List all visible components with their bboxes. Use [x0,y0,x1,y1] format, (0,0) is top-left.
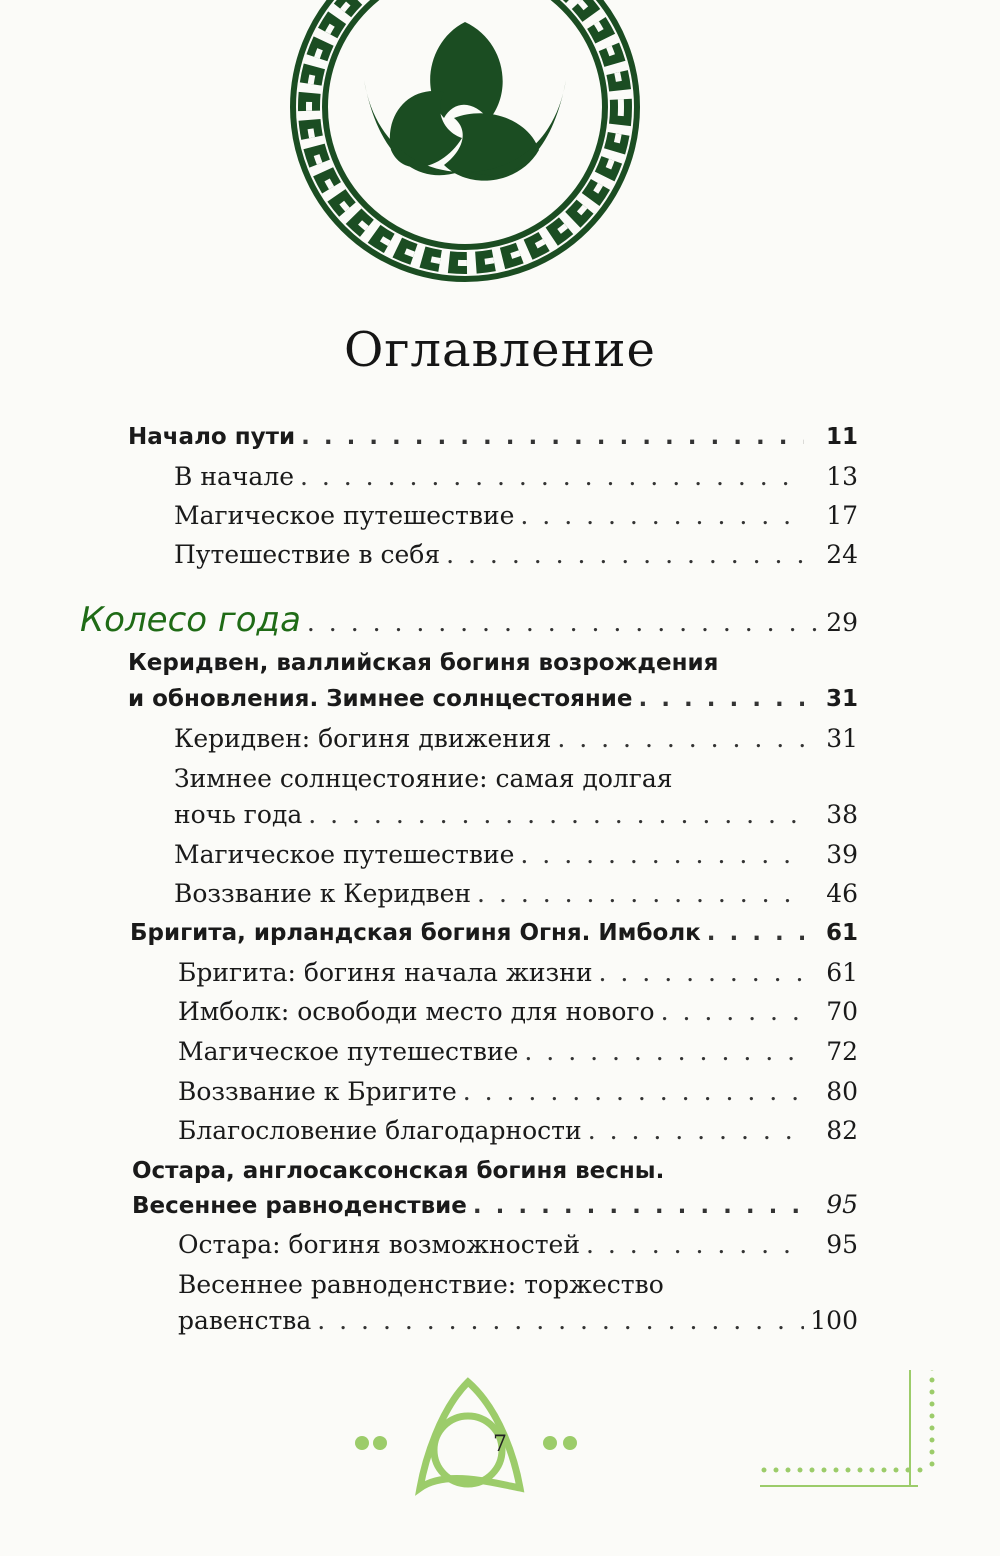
dot-leader [586,1230,804,1260]
toc-entry[interactable]: Бригита, ирландская богиня Огня. Имболк . . . 61 [130,918,858,948]
toc-entry[interactable]: Магическое путешествие . . . 17 [174,501,858,531]
dot-leader [588,1116,804,1146]
dot-leader [599,958,804,988]
toc-entry[interactable]: Весеннее равноденствие . . . 95 [132,1190,858,1221]
dot-leader [308,800,804,830]
toc-section-heading[interactable]: Колесо года . . . 29 [80,600,858,640]
dot-leader [477,879,804,909]
dot-leader [307,608,820,637]
dot-leader [317,1306,804,1336]
toc-entry-line: Керидвен, валлийская богиня возрождения [128,650,719,676]
toc-entry[interactable]: ночь года . . . 38 [174,800,858,830]
page-number: 7 [493,1432,507,1457]
dot-leader [473,1191,804,1221]
toc-entry[interactable]: Магическое путешествие . . . 72 [178,1037,858,1067]
dot-leader [707,918,804,948]
dot-leader [520,840,804,870]
toc-entry[interactable]: Магическое путешествие . . . 39 [174,840,858,870]
toc-entry[interactable]: и обновления. Зимнее солнцестояние . . . 31 [128,684,858,714]
toc-entry[interactable]: Керидвен: богиня движения . . . 31 [174,724,858,754]
toc-entry-line: Весеннее равноденствие: торжество [178,1270,664,1299]
toc-entry[interactable]: Начало пути . . . 11 [128,422,858,452]
toc-entry[interactable]: равенства . . . 100 [178,1306,858,1336]
dot-leader [300,462,804,492]
toc-entry[interactable]: Путешествие в себя . . . 24 [174,540,858,570]
celtic-knot-triquetra-icon [284,0,646,290]
dot-leader [639,684,804,714]
dot-leader [463,1077,804,1107]
dot-leader [446,540,804,570]
toc-entry-line: Зимнее солнцестояние: самая долгая [174,764,673,793]
dot-leader [524,1037,804,1067]
toc-entry[interactable]: Воззвание к Бригите . . . 80 [178,1077,858,1107]
toc-entry[interactable]: Бригита: богиня начала жизни . . . 61 [178,958,858,988]
dot-leader [557,724,804,754]
footer-ornament [0,1370,1000,1556]
toc-entry[interactable]: В начале . . . 13 [174,462,858,492]
dot-leader [301,422,804,452]
toc-entry[interactable]: Имболк: освободи место для нового . . . 70 [178,997,858,1027]
toc-entry[interactable]: Благословение благодарности . . . 82 [178,1116,858,1146]
toc-entry[interactable]: Воззвание к Керидвен . . . 46 [174,879,858,909]
toc-entry[interactable]: Остара: богиня возможностей . . . 95 [178,1230,858,1260]
toc-entry-line: Остара, англосаксонская богиня весны. [132,1158,665,1184]
dot-leader [520,501,804,531]
dot-leader [661,997,804,1027]
page-title: Оглавление [344,322,656,378]
